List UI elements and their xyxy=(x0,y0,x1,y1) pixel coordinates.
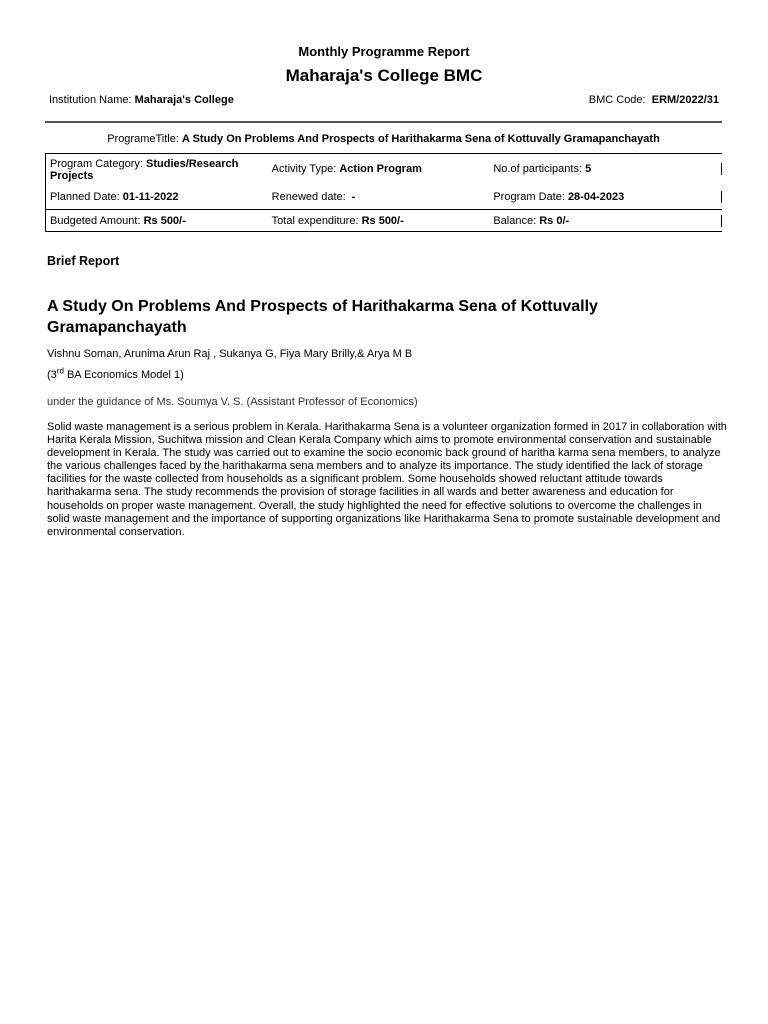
program-category-cell xyxy=(46,156,268,182)
program-category-label: Program Category: xyxy=(50,158,143,170)
renewed-date-label: Renewed date: xyxy=(271,190,346,203)
participants-value: 5 xyxy=(585,163,592,175)
budgeted-amount-label: Budgeted Amount: xyxy=(50,214,141,227)
class-prefix: (3 xyxy=(47,369,57,381)
budgeted-amount-cell xyxy=(46,215,268,227)
program-date-cell xyxy=(489,191,722,203)
program-date-label: Program Date: xyxy=(493,190,565,203)
balance-label: Balance: xyxy=(493,214,537,227)
bmc-code-value: ERM/2022/31 xyxy=(651,94,719,106)
guidance-line: under the guidance of Ms. Soumya V. S. (Assistant Professor of Economics) xyxy=(47,396,418,408)
renewed-date-cell xyxy=(268,191,490,203)
institution-label: Institution Name: xyxy=(49,94,132,106)
balance-value: Rs 0/- xyxy=(539,214,570,227)
institution-name-row xyxy=(49,94,234,106)
college-title: Maharaja's College BMC xyxy=(285,66,483,85)
study-title: A Study On Problems And Prospects of Harithakarma Sena of Kottuvally Gramapanchayath xyxy=(47,298,598,336)
header-divider xyxy=(45,121,722,123)
brief-report-heading: Brief Report xyxy=(47,254,120,268)
planned-date-label: Planned Date: xyxy=(50,190,120,203)
programme-details-table xyxy=(45,153,722,232)
bmc-code-label: BMC Code: xyxy=(588,94,646,106)
programme-title-label: ProgrameTitle: xyxy=(107,133,179,145)
table-row xyxy=(46,184,722,210)
total-expenditure-label: Total expenditure: xyxy=(271,214,359,227)
program-category-value: Studies/Research Projects xyxy=(50,158,239,182)
institution-value: Maharaja's College xyxy=(134,94,234,106)
report-heading: Monthly Programme Report xyxy=(298,44,470,59)
total-expenditure-value: Rs 500/- xyxy=(361,214,404,227)
participants-label: No.of participants: xyxy=(493,163,582,175)
budgeted-amount-value: Rs 500/- xyxy=(143,214,186,227)
programme-title-value: A Study On Problems And Prospects of Harithakarma Sena of Kottuvally Gramapanchayath xyxy=(181,133,660,145)
authors-line: Vishnu Soman, Arunima Arun Raj , Sukanya G, Fiya Mary Brilly,& Arya M B xyxy=(47,348,413,360)
balance-cell xyxy=(489,215,722,227)
table-row xyxy=(46,154,722,184)
activity-type-cell xyxy=(268,163,490,175)
programme-title-row xyxy=(45,133,722,145)
activity-type-label: Activity Type: xyxy=(271,163,337,175)
class-suffix: BA Economics Model 1) xyxy=(63,369,184,381)
table-row xyxy=(46,210,722,232)
total-expenditure-cell xyxy=(268,215,490,227)
planned-date-value: 01-11-2022 xyxy=(122,190,179,203)
bmc-code-row xyxy=(589,94,719,106)
activity-type-value: Action Program xyxy=(339,163,422,175)
planned-date-cell xyxy=(46,191,268,203)
class-line xyxy=(47,366,184,381)
class-ordinal-suffix: rd xyxy=(56,366,64,376)
renewed-date-value: - xyxy=(351,190,356,203)
program-date-value: 28-04-2023 xyxy=(567,190,625,203)
abstract-paragraph: Solid waste management is a serious problem in Kerala. Harithakarma Sena is a volunteer organization formed in 2017 in collaboration with Harita Kerala Mission, Suchitwa mission and Clean Kerala Company which aims to promote environmental conservation and sustainable development in Kerala. The study was carried out to examine the socio economic back ground of haritha karma sena members, to analyze the various challenges faced by the harithakarma sena members and to analyze its importance. The study identified the lack of storage facilities for the waste collected from households as a significant problem. Some households showed reluctant attitude towards harithakarma sena. The study recommends the provision of storage facilities in all wards and better awareness and education for households on proper waste management. Overall, the study highlighted the need for effective solutions to overcome the challenges in solid waste management and the importance of supporting organizations like Harithakarma Sena to promote sustainable development and environmental conservation. xyxy=(47,421,727,538)
participants-cell xyxy=(489,163,722,175)
